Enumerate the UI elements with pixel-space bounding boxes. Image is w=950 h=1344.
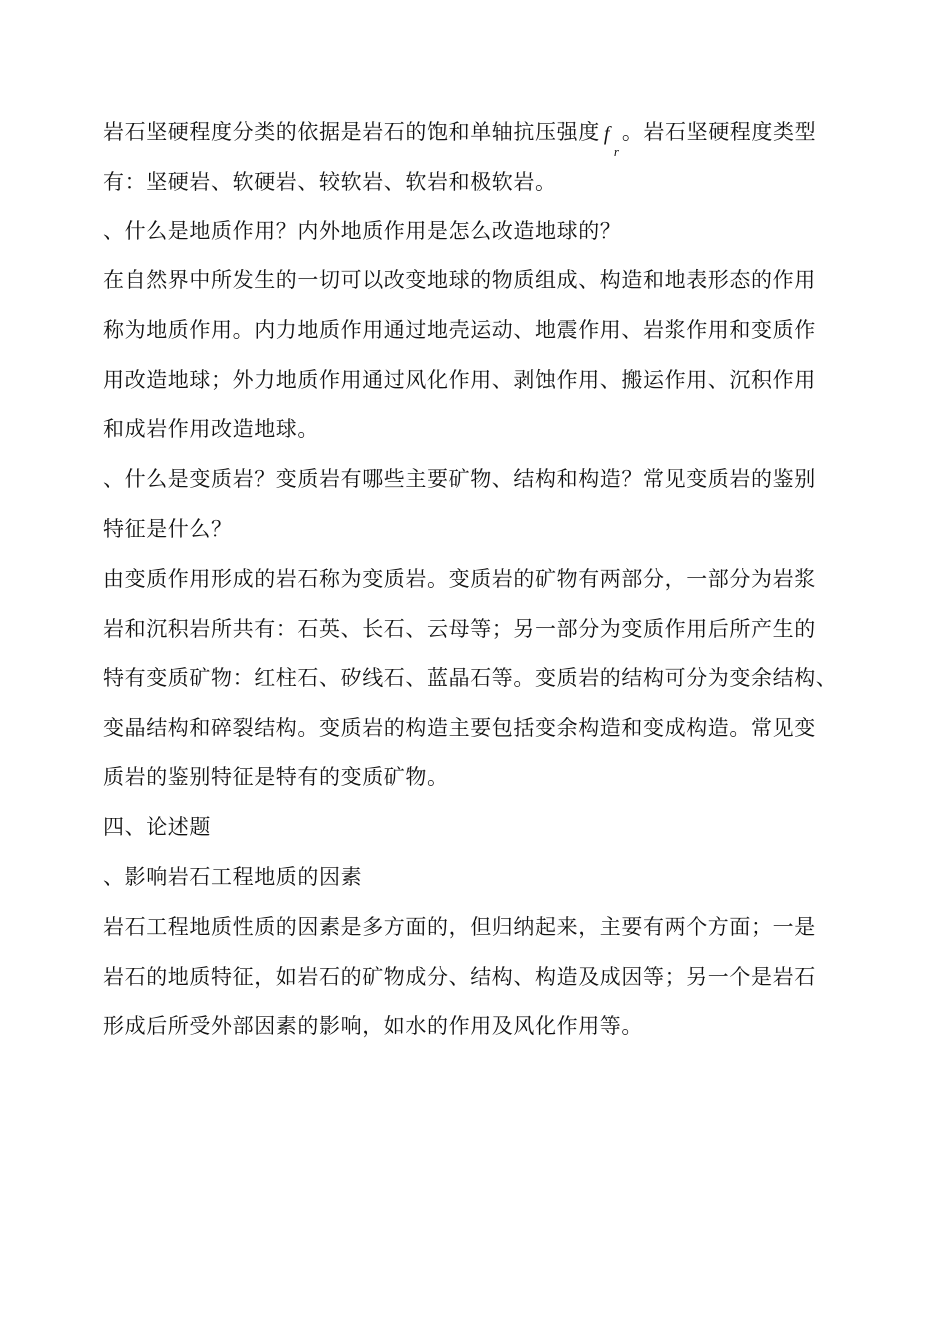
paragraph-3-line-5: 质岩的鉴别特征是特有的变质矿物。 xyxy=(103,765,449,789)
paragraph-2-line-4: 和成岩作用改造地球。 xyxy=(103,417,319,441)
question-2-line-1: 、什么是变质岩？变质岩有哪些主要矿物、结构和构造？常见变质岩的鉴别 xyxy=(103,467,816,491)
question-1: 、什么是地质作用？内外地质作用是怎么改造地球的？ xyxy=(103,219,622,243)
paragraph-4-line-1: 岩石工程地质性质的因素是多方面的，但归纳起来，主要有两个方面；一是 xyxy=(103,915,816,939)
question-2-line-2: 特征是什么？ xyxy=(103,517,233,541)
paragraph-3-line-2: 岩和沉积岩所共有：石英、长石、云母等；另一部分为变质作用后所产生的 xyxy=(103,617,816,641)
section-heading: 四、论述题 xyxy=(103,815,211,839)
symbol-main: f xyxy=(603,123,610,145)
paragraph-3-line-4: 变晶结构和碎裂结构。变质岩的构造主要包括变余构造和变成构造。常见变 xyxy=(103,716,816,740)
paragraph-4-line-3: 形成后所受外部因素的影响，如水的作用及风化作用等。 xyxy=(103,1014,643,1038)
strength-symbol xyxy=(600,117,622,159)
paragraph-3-line-3: 特有变质矿物：红柱石、矽线石、蓝晶石等。变质岩的结构可分为变余结构、 xyxy=(103,666,838,690)
paragraph-2-line-3: 用改造地球；外力地质作用通过风化作用、剥蚀作用、搬运作用、沉积作用 xyxy=(103,368,816,392)
paragraph-3-line-1: 由变质作用形成的岩石称为变质岩。变质岩的矿物有两部分，一部分为岩浆 xyxy=(103,567,816,591)
paragraph-2-line-1: 在自然界中所发生的一切可以改变地球的物质组成、构造和地表形态的作用 xyxy=(103,268,816,292)
symbol-subscript: r xyxy=(613,144,620,159)
text-span: 。岩石坚硬程度类型 xyxy=(621,120,817,144)
paragraph-1-line-1 xyxy=(103,117,817,159)
paragraph-4-line-2: 岩石的地质特征，如岩石的矿物成分、结构、构造及成因等；另一个是岩石 xyxy=(103,965,816,989)
text-span: 岩石坚硬程度分类的依据是岩石的饱和单轴抗压强度 xyxy=(103,120,600,144)
question-3: 、影响岩石工程地质的因素 xyxy=(103,865,363,889)
paragraph-1-line-2: 有：坚硬岩、软硬岩、较软岩、软岩和极软岩。 xyxy=(103,170,557,194)
paragraph-2-line-2: 称为地质作用。内力地质作用通过地壳运动、地震作用、岩浆作用和变质作 xyxy=(103,318,816,342)
